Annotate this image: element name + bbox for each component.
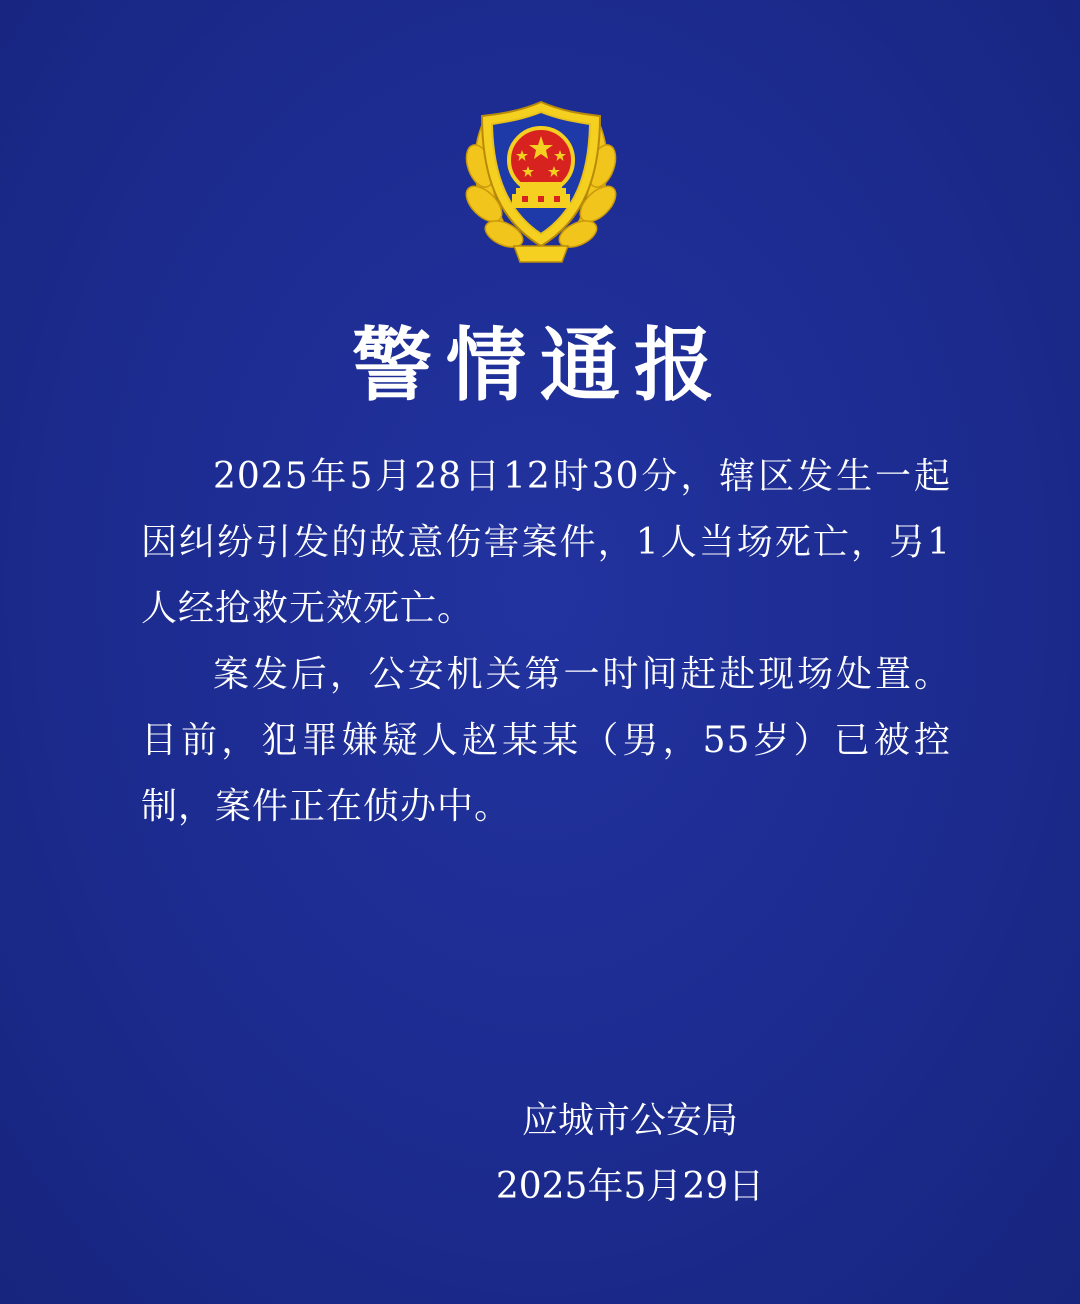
police-emblem-icon [458, 96, 624, 268]
issuer-name: 应城市公安局 [521, 1100, 738, 1141]
notice-title: 警情通报 [352, 319, 728, 412]
notice-paragraph: 2025年5月28日12时30分，辖区发生一起因纠纷引发的故意伤害案件，1人当场死亡，另1人经抢救无效死亡。 [141, 456, 951, 629]
issue-date: 2025年5月29日 [495, 1166, 765, 1207]
notice-signature [480, 1088, 780, 1220]
notice-paragraph: 案发后，公安机关第一时间赶赴现场处置。目前，犯罪嫌疑人赵某某（男，55岁）已被控制，案件正在侦办中。 [141, 654, 951, 827]
notice-body [141, 444, 951, 840]
